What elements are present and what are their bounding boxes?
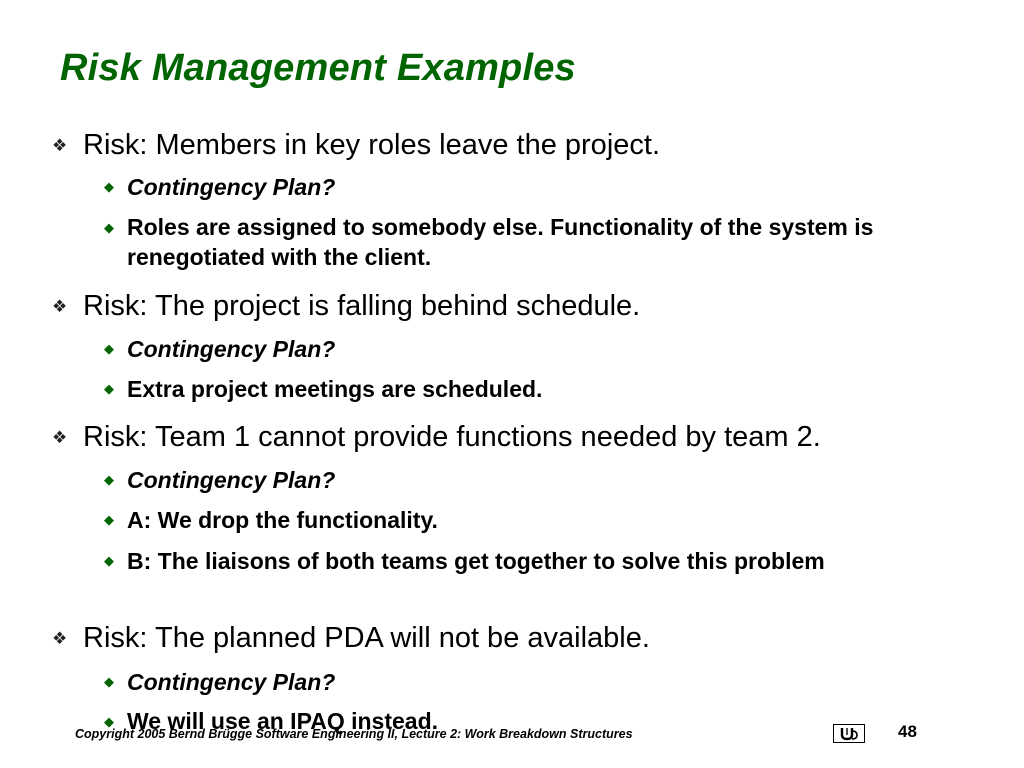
footer-copyright: Copyright 2005 Bernd Brügge Software Engineering II, Lecture 2: Work Breakdown Structures [75,727,633,741]
contingency-plan-label: Contingency Plan? [127,669,336,695]
risk-item-3: Risk: Team 1 cannot provide functions needed by team 2. [83,421,821,453]
level2-bullet-icon: ◆ [104,220,114,235]
slide-title: Risk Management Examples [60,47,576,89]
page-number: 48 [898,722,917,741]
contingency-plan-label: Contingency Plan? [127,336,336,362]
risk-item-1: Risk: Members in key roles leave the project. [83,129,660,161]
contingency-plan-text: Roles are assigned to somebody else. Functionality of the system is renegotiated with the client. [127,214,874,270]
level2-bullet-icon: ◆ [104,512,114,527]
level1-bullet-icon: ❖ [52,136,68,155]
level2-bullet-icon: ◆ [104,553,114,568]
level1-bullet-icon: ❖ [52,297,68,316]
contingency-plan-text: B: The liaisons of both teams get together to solve this problem [127,548,825,574]
level2-bullet-icon: ◆ [104,714,114,729]
contingency-plan-text: A: We drop the functionality. [127,507,438,533]
level1-bullet-icon: ❖ [52,428,68,447]
contingency-plan-text: Extra project meetings are scheduled. [127,376,543,402]
contingency-plan-label: Contingency Plan? [127,467,336,493]
university-logo-icon [833,724,865,743]
level2-bullet-icon: ◆ [104,381,114,396]
contingency-plan-text: We will use an IPAQ instead. [127,708,439,734]
contingency-plan-label: Contingency Plan? [127,174,336,200]
level2-bullet-icon: ◆ [104,674,114,689]
level2-bullet-icon: ◆ [104,472,114,487]
risk-item-2: Risk: The project is falling behind schedule. [83,290,641,322]
risk-item-4: Risk: The planned PDA will not be available. [83,622,650,654]
level2-bullet-icon: ◆ [104,341,114,356]
level1-bullet-icon: ❖ [52,629,68,648]
level2-bullet-icon: ◆ [104,179,114,194]
